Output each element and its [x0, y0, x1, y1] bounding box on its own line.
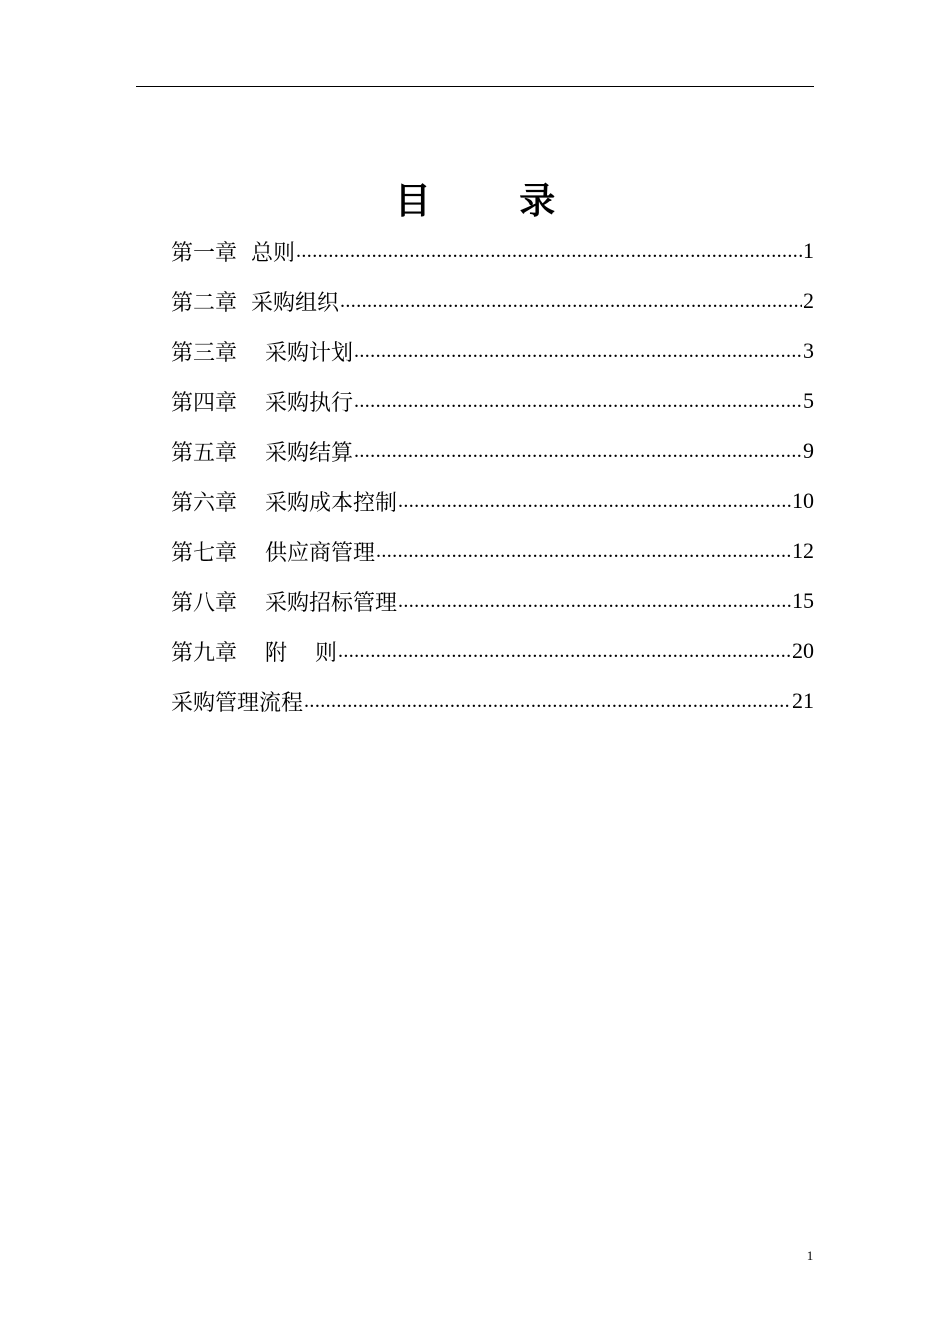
toc-dot-leader: [354, 440, 802, 463]
toc-entry-label: 第九章 附 则: [171, 640, 337, 666]
toc-entry-page: 12: [792, 538, 814, 563]
toc-dot-leader: [304, 690, 791, 713]
toc-entry-page: 21: [792, 688, 814, 713]
toc-entry-label: 第一章 总则: [171, 240, 295, 266]
toc-entry-chapter-1[interactable]: [171, 226, 814, 276]
toc-dot-leader: [340, 290, 802, 313]
page-number: 1: [806, 1248, 814, 1263]
toc-entry-label: 第五章 采购结算: [171, 440, 353, 466]
toc-entry-page: 9: [803, 438, 814, 463]
toc-entry-chapter-6[interactable]: [171, 476, 814, 526]
toc-dot-leader: [338, 640, 791, 663]
toc-entry-label: 第八章 采购招标管理: [171, 590, 397, 616]
toc-entry-label: 第二章 采购组织: [171, 290, 339, 316]
toc-entry-chapter-9[interactable]: [171, 626, 814, 676]
toc-dot-leader: [354, 340, 802, 363]
toc-list: [171, 226, 814, 726]
toc-entry-chapter-7[interactable]: [171, 526, 814, 576]
toc-dot-leader: [354, 390, 802, 413]
toc-entry-chapter-4[interactable]: [171, 376, 814, 426]
toc-entry-page: 5: [803, 388, 814, 413]
toc-entry-label: 第四章 采购执行: [171, 390, 353, 416]
toc-entry-page: 20: [792, 638, 814, 663]
header-rule: [136, 86, 814, 87]
toc-entry-process[interactable]: [171, 676, 814, 726]
toc-entry-label: 第六章 采购成本控制: [171, 490, 397, 516]
toc-dot-leader: [296, 240, 802, 263]
toc-entry-chapter-3[interactable]: [171, 326, 814, 376]
toc-entry-label: 第七章 供应商管理: [171, 540, 375, 566]
toc-entry-chapter-8[interactable]: [171, 576, 814, 626]
toc-dot-leader: [398, 590, 791, 613]
toc-entry-chapter-5[interactable]: [171, 426, 814, 476]
toc-entry-page: 10: [792, 488, 814, 513]
toc-dot-leader: [398, 490, 791, 513]
toc-entry-page: 1: [803, 238, 814, 263]
toc-entry-label: 采购管理流程: [171, 690, 304, 716]
toc-entry-label: 第三章 采购计划: [171, 340, 353, 366]
toc-entry-page: 15: [792, 588, 814, 613]
toc-title: 目 录: [394, 181, 594, 222]
toc-entry-chapter-2[interactable]: [171, 276, 814, 326]
toc-entry-page: 3: [803, 338, 814, 363]
toc-dot-leader: [376, 540, 791, 563]
toc-entry-page: 2: [803, 288, 814, 313]
